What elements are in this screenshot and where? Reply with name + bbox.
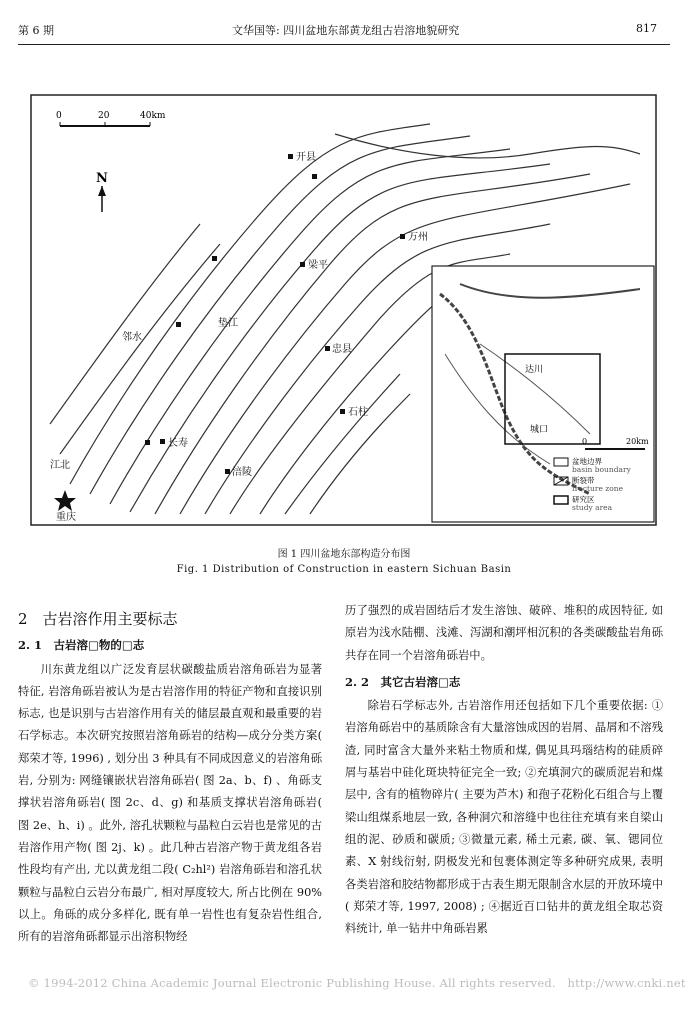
svg-text:N: N: [96, 171, 108, 186]
structure-map: [30, 94, 657, 526]
svg-text:盆地边界: 盆地边界: [572, 457, 602, 466]
svg-text:达川: 达川: [525, 365, 544, 375]
svg-text:长寿: 长寿: [168, 438, 188, 449]
svg-text:20km: 20km: [626, 437, 649, 446]
svg-text:城口: 城口: [530, 425, 549, 435]
svg-text:万州: 万州: [408, 232, 428, 243]
inset-map: [432, 266, 654, 522]
running-header: [0, 0, 688, 40]
svg-text:石柱: 石柱: [348, 407, 368, 418]
svg-text:梁平: 梁平: [308, 260, 328, 271]
svg-text:邻水: 邻水: [122, 332, 142, 343]
svg-text:study area: study area: [572, 503, 613, 512]
svg-text:断裂带: 断裂带: [572, 476, 595, 485]
svg-text:basin boundary: basin boundary: [572, 465, 631, 474]
section-title: 2 古岩溶作用主要标志: [18, 610, 178, 628]
left-column: [18, 608, 322, 948]
svg-text:垫江: 垫江: [218, 318, 238, 329]
svg-text:忠县: 忠县: [332, 344, 352, 355]
figure-caption-cn: 图 1 四川盆地东部构造分布图: [277, 549, 411, 560]
subsection-title-2-2: 2. 2 其它古岩溶□志: [345, 674, 461, 689]
svg-text:0: 0: [582, 437, 588, 446]
figure-caption-en: Fig. 1 Distribution of Construction in eastern Sichuan Basin: [176, 564, 512, 575]
issue-label: 第 6 期: [18, 24, 54, 37]
running-title: 文华国等: 四川盆地东部黄龙组古岩溶地貌研究: [232, 24, 460, 37]
copyright-footer: © 1994-2012 China Academic Journal Electronic Publishing House. All rights reserved. http://www.cnki.net: [28, 976, 686, 990]
svg-text:研究区: 研究区: [572, 495, 595, 504]
header-rule: [18, 44, 670, 45]
svg-text:开县: 开县: [296, 152, 316, 163]
svg-text:重庆: 重庆: [56, 512, 76, 523]
scale-label-0: 0: [56, 111, 62, 121]
scale-label-20: 20: [98, 111, 110, 121]
right-column: [345, 600, 663, 940]
svg-text:涪陵: 涪陵: [232, 467, 252, 478]
body-paragraph: 历了强烈的成岩固结后才发生溶蚀、破碎、堆积的成因特征, 如原岩为浅水陆棚、浅滩、泻湖和潮坪相沉积的各类碳酸盐岩角砾共存在同一个岩溶角砾岩中。: [345, 604, 663, 662]
svg-text:江北: 江北: [50, 460, 70, 471]
svg-text:fracture zone: fracture zone: [572, 484, 624, 493]
scale-label-40: 40km: [140, 111, 166, 121]
page-number: 817: [636, 22, 657, 35]
body-paragraph: 川东黄龙组以广泛发育层状碳酸盐质岩溶角砾岩为显著特征, 岩溶角砾岩被认为是古岩溶作用的特征产物和直接识别标志, 也是识别与古岩溶作用有关的储层最直观和最重要的岩石学标志。本次研究按照岩溶角砾岩的结构—成分分类方案( 郑荣才等, 1996) , 划分出 3 种具有不同成因意义的岩溶角砾岩, 分别为: 网缝镶嵌状岩溶角砾岩( 图 2a、b、f) 、角砾支撑状岩溶角砾岩( 图 2c、d、g) 和基质支撑状岩溶角砾岩( 图 2e、h、i) 。此外, 溶孔状颗粒与晶粒白云岩也是常见的古岩溶作用产物( 图 2j、k) 。此几种古岩溶产物于黄龙组各岩性段均有产出, 尤以黄龙组二段( C₂hl²) 岩溶角砾岩和溶孔状颗粒与晶粒白云岩分布最广, 相对厚度较大, 所占比例在 90% 以上。角砾的成分多样化, 既有单一岩性也有复杂岩性组合, 所有的岩溶角砾都显示出溶积物经: [18, 662, 322, 944]
subsection-title-2-1: 2. 1 古岩溶□物的□志: [18, 638, 145, 653]
body-paragraph: 除岩石学标志外, 古岩溶作用还包括如下几个重要依据: ①岩溶角砾岩中的基质除含有大量溶蚀成因的岩屑、晶屑和不溶残渣, 同时富含大量外来粘土物质和煤, 偶见具玛瑙结构的硅质碎屑与基岩中硅化斑块特征完全一致; ②充填洞穴的碳质泥岩和煤层中, 含有的植物碎片( 主要为芦木) 和孢子花粉化石组合与上覆梁山组煤系地层一致, 各种洞穴和溶缝中也往往充填有来自梁山组的泥、砂质和碳质; ③微量元素, 稀土元素, 碳、氧、锶同位素、X 射线衍射, 阴极发光和包裹体测定等多种研究成果, 表明各类岩溶和胶结物都形成于古表生期无限制含水层的开放环境中( 郑荣才等, 1997, 2008) ; ④据近百口钻井的黄龙组全取芯资料统计, 单一钻井中角砾岩累: [345, 699, 663, 936]
